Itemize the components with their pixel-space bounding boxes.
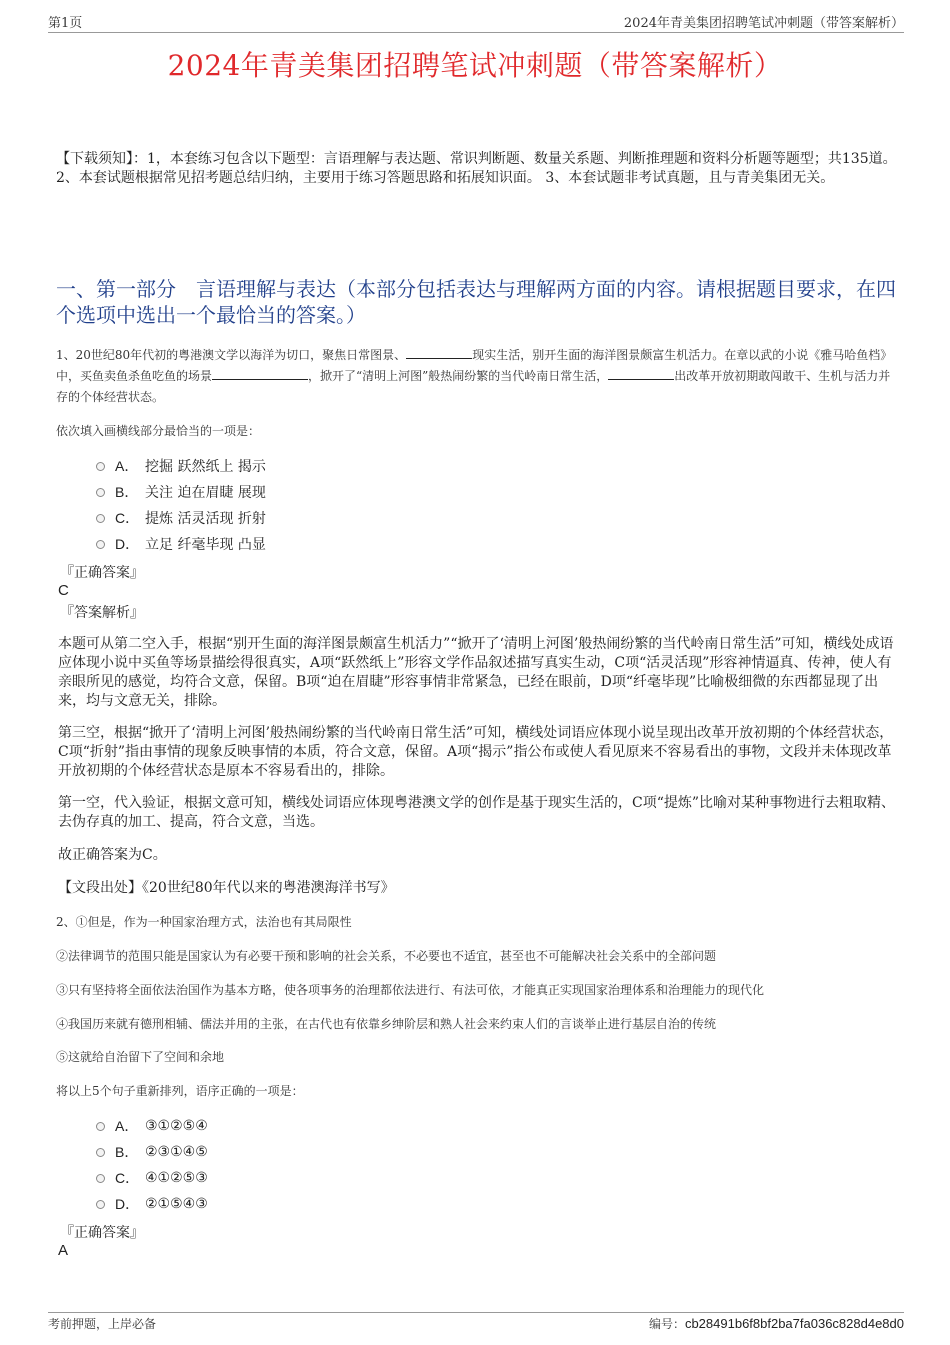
correct-answer: A [58,1242,69,1259]
option-c[interactable]: C． 提炼 活灵活现 折射 [96,505,266,531]
analysis-paragraph: 第三空，根据“掀开了‘清明上河图’般热闹纷繁的当代岭南日常生活”可知，横线处词语应体现小说呈现出改革开放初期的个体经营状态，C项“折射”指由事情的现象反映事情的本质，符合文意，保留。A项“揭示”指公布或使人看见原来不容易看出的事物，文段并未体现改革开放初期的个体经营状态是原本不容易看出的，排除。 [58,725,894,779]
question-2-line: ⑤这就给自治留下了空间和余地 [56,1050,225,1064]
question-1-options [96,453,266,557]
question-1-stem: 1、20世纪80年代初的粤港澳文学以海洋为切口，聚焦日常图景、 现实生活，别开生面的海洋图景颇富生机活力。在章以武的小说《雅马哈鱼档》中，买鱼卖鱼杀鱼吃鱼的场景 ，掀开了“清明上河图”般热闹纷繁的当代岭南日常生活， 出改革开放初期敢闯敢干、生机与活力并存的个体经营状态。 [56,348,893,404]
radio-icon[interactable] [96,1148,105,1157]
option-a[interactable]: A． 挖掘 跃然纸上 揭示 [96,453,266,479]
download-notice: 【下载须知】：1，本套练习包含以下题型：言语理解与表达题、常识判断题、数量关系题、判断推理题和资料分析题等题型；共135道。 2、本套试题根据常见招考题总结归纳，主要用于练习答题思路和拓展知识面。 3、本套试题非考试真题，且与青美集团无关。 [56,151,897,186]
question-2-line: ③只有坚持将全面依法治国作为基本方略，使各项事务的治理都依法进行、有法可依，才能真正实现国家治理体系和治理能力的现代化 [56,983,765,997]
option-d[interactable]: D． 立足 纤毫毕现 凸显 [96,531,266,557]
question-1-prompt: 依次填入画横线部分最恰当的一项是： [56,424,261,438]
header-doc-title: 2024年青美集团招聘笔试冲刺题（带答案解析） [623,16,904,31]
answer-label: 『正确答案』 [60,565,144,581]
option-a[interactable]: A． ③①②⑤④ [96,1113,208,1139]
section-title: 一、第一部分 言语理解与表达（本部分包括表达与理解两方面的内容。请根据题目要求，在四个选项中选出一个最恰当的答案。） [56,277,896,327]
option-b[interactable]: B． ②③①④⑤ [96,1139,208,1165]
radio-icon[interactable] [96,514,105,523]
radio-icon[interactable] [96,1200,105,1209]
footer-slogan: 考前押题，上岸必备 [48,1317,157,1331]
option-d[interactable]: D． ②①⑤④③ [96,1191,208,1217]
option-c[interactable]: C． ④①②⑤③ [96,1165,208,1191]
analysis-paragraph: 第一空，代入验证，根据文意可知，横线处词语应体现粤港澳文学的创作是基于现实生活的，C项“提炼”比喻对某种事物进行去粗取精、去伪存真的加工、提高，符合文意，当选。 [58,795,896,830]
question-2-line: ②法律调节的范围只能是国家认为有必要干预和影响的社会关系，不必要也不适宜，甚至也不可能解决社会关系中的全部问题 [56,949,717,963]
answer-label: 『正确答案』 [60,1225,144,1241]
analysis-conclusion: 故正确答案为C。 [58,847,167,863]
option-b[interactable]: B． 关注 迫在眉睫 展现 [96,479,266,505]
question-2-line: 2、①但是，作为一种国家治理方式，法治也有其局限性 [56,915,352,929]
page-header [48,12,904,33]
radio-icon[interactable] [96,462,105,471]
question-2-line: ④我国历来就有德刑相辅、儒法并用的主张，在古代也有依靠乡绅阶层和熟人社会来约束人们的言谈举止进行基层自治的传统 [56,1017,717,1031]
blank-3 [608,367,674,380]
analysis-label: 『答案解析』 [60,605,144,621]
radio-icon[interactable] [96,1122,105,1131]
question-2-options [96,1113,208,1217]
radio-icon[interactable] [96,488,105,497]
radio-icon[interactable] [96,1174,105,1183]
page-number: 第1页 [48,16,83,31]
blank-2 [212,367,308,380]
analysis-paragraph: 本题可从第二空入手，根据“别开生面的海洋图景颇富生机活力”“掀开了‘清明上河图’般热闹纷繁的当代岭南日常生活”可知，横线处成语应体现小说中买鱼等场景描绘得很真实，A项“跃然纸上”形容文学作品叙述描写真实生动，C项“活灵活现”形容神情逼真、传神，使人有亲眼所见的感觉，均符合文意，保留。B项“迫在眉睫”形容事情非常紧急，已经在眼前，D项“纤毫毕现”比喻极细微的东西都显现了出来，均与文意无关，排除。 [58,636,894,709]
correct-answer: C [58,582,69,599]
source-note: 【文段出处】《20世纪80年代以来的粤港澳海洋书写》 [58,880,395,896]
radio-icon[interactable] [96,540,105,549]
document-title: 2024年青美集团招聘笔试冲刺题（带答案解析） [167,49,783,82]
page-footer [48,1312,904,1332]
question-2-prompt: 将以上5个句子重新排列，语序正确的一项是： [56,1084,304,1098]
footer-code: 编号：cb28491b6f8bf2ba7fa036c828d4e8d0 [648,1316,904,1331]
blank-1 [406,346,472,359]
